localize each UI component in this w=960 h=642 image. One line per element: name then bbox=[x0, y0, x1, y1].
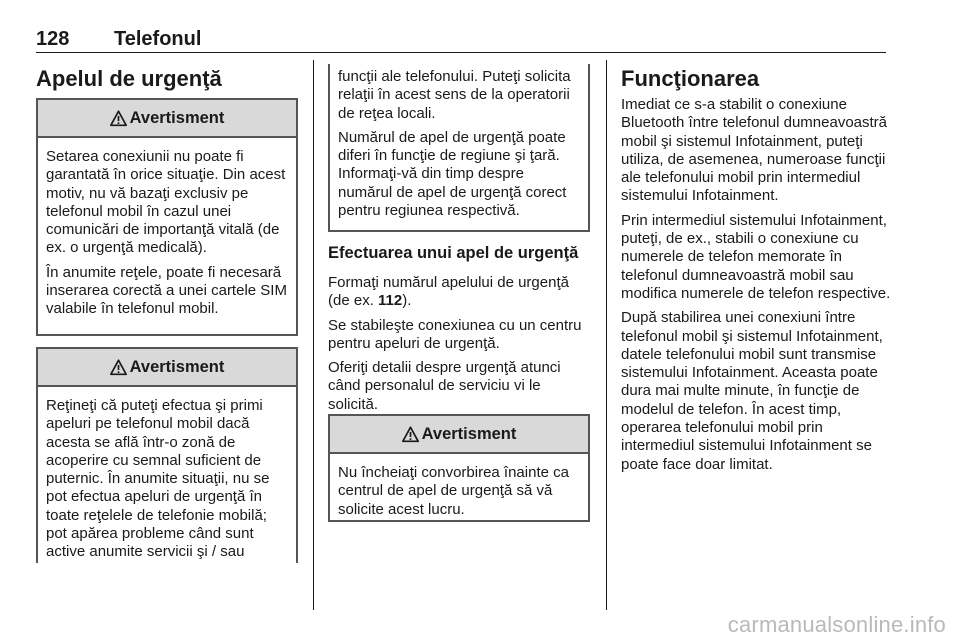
operation-paragraph: După stabilirea unei conexiuni între telefonul mobil şi sistemul Infotainment, datele telefonului mobil sunt transmise sistemului Infotainment. Aceasta poate dura mai multe minute, în funcţie de modelul de telefon. În acest timp, operarea telefonului mobil prin intermediul sistemului Infotainment se poate face doar limitat. bbox=[621, 309, 883, 473]
warning-paragraph: Reţineţi că puteţi efectua şi primi apeluri pe telefonul mobil dacă acesta se află într-o zonă de acoperire cu semnal suficient de puternic. În anumite situaţii, nu se pot efectua apeluri de urgenţă în toate reţelele de telefonie mobilă; pot apărea probleme când sunt active anumite servicii şi / sau bbox=[46, 397, 270, 561]
warning-paragraph: Numărul de apel de urgenţă poate diferi în funcţie de regiune şi ţară. Informaţi-vă din timp despre numărul de apel de urgenţă corect pentru regiunea respectivă. bbox=[338, 128, 567, 220]
warning-paragraph: Nu încheiaţi convorbirea înainte ca centrul de apel de urgenţă să vă solicite acest lucru. bbox=[338, 464, 569, 518]
warning-triangle-icon bbox=[110, 110, 127, 127]
step-connection: Se stabileşte conexiunea cu un centru pentru apeluri de urgenţă. bbox=[328, 316, 582, 352]
warning-triangle-icon bbox=[110, 359, 127, 376]
warning-header bbox=[38, 349, 296, 387]
emergency-call-steps bbox=[328, 274, 594, 414]
section-heading-operation: Funcţionarea bbox=[621, 66, 760, 91]
step-dial-number: Formaţi numărul apelului de urgenţă (de ex. 112). bbox=[328, 274, 569, 310]
warning-box-2 bbox=[36, 347, 298, 563]
operation-paragraph: Prin intermediul sistemului Infotainment, puteţi, de ex., stabili o conexiune cu numerele de telefon memorate în telefonul dumneavoastră mobil sau modifica numerele de telefon respective. bbox=[621, 211, 891, 302]
warning-paragraph: funcţii ale telefonului. Puteţi solicita relaţii în acest sens de la operatorii de reţea locali. bbox=[338, 68, 571, 122]
column-divider-right bbox=[606, 60, 607, 610]
column-divider-left bbox=[313, 60, 314, 610]
warning-title: Avertisment bbox=[129, 108, 225, 127]
warning-box-3 bbox=[328, 414, 590, 522]
operation-text bbox=[621, 96, 891, 474]
warning-body bbox=[330, 454, 588, 519]
subheading-making-emergency-call: Efectuarea unui apel de urgenţă bbox=[328, 244, 579, 262]
warning-box-1 bbox=[36, 98, 298, 336]
step-details: Oferiţi detalii despre urgenţă atunci când personalul de serviciu vi le solicită. bbox=[328, 359, 561, 413]
emergency-number: 112 bbox=[378, 292, 403, 310]
page-number: 128 bbox=[36, 28, 70, 50]
warning-body bbox=[38, 138, 296, 319]
warning-box-continued bbox=[328, 64, 590, 232]
warning-paragraph: Setarea conexiunii nu poate fi garantată în orice situaţie. Din acest motiv, nu vă bazaţi exclusiv pe telefonul mobil în cazul unei comunicări de importanţă vitală (de ex. o urgenţă medicală). bbox=[46, 148, 286, 257]
header-rule bbox=[36, 52, 886, 53]
page-header bbox=[36, 28, 886, 52]
warning-triangle-icon bbox=[402, 426, 419, 443]
warning-header bbox=[38, 100, 296, 138]
watermark: carmanualsonline.info bbox=[727, 612, 946, 637]
warning-paragraph: În anumite reţele, poate fi necesară inserarea corectă a unei cartele SIM valabile în telefonul mobil. bbox=[46, 263, 287, 318]
warning-body bbox=[38, 387, 296, 562]
warning-header bbox=[330, 416, 588, 454]
section-title: Telefonul bbox=[114, 28, 202, 50]
warning-body bbox=[330, 64, 588, 220]
warning-title: Avertisment bbox=[421, 424, 517, 443]
operation-paragraph: Imediat ce s-a stabilit o conexiune Bluetooth între telefonul dumneavoastră mobil şi sistemul Infotainment, puteţi utiliza, de asemenea, numeroase funcţii ale telefonului mobil prin intermediul sistemului Infotainment. bbox=[621, 96, 888, 205]
section-heading-emergency-call: Apelul de urgenţă bbox=[36, 66, 222, 91]
warning-title: Avertisment bbox=[129, 357, 225, 376]
